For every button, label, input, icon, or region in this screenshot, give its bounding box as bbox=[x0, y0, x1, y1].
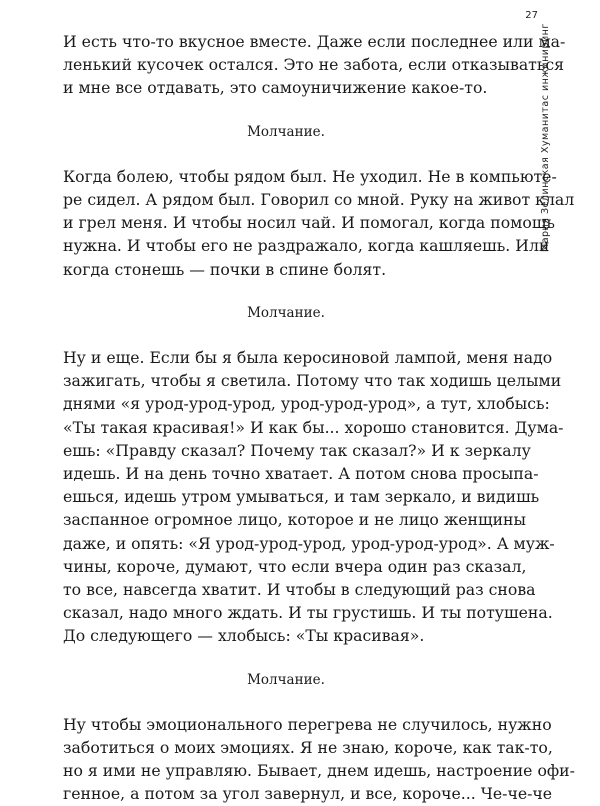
text-line: зажигать, чтобы я светила. Потому что так ходишь целыми bbox=[63, 371, 562, 391]
text-line: и грел меня. И чтобы носил чай. И помогал, когда помощь bbox=[63, 213, 555, 233]
text-line: И есть что-то вкусное вместе. Даже если последнее или ма- bbox=[63, 32, 566, 51]
paragraph bbox=[63, 713, 575, 806]
text-line: идешь. И на день точно хватает. А потом снова просыпа- bbox=[63, 464, 539, 484]
text-line: то все, навсегда хватит. И чтобы в следующий раз снова bbox=[63, 580, 536, 600]
separator-molchanie: Молчание. bbox=[247, 671, 325, 688]
separator-molchanie: Молчание. bbox=[247, 123, 325, 140]
text-line: ешь: «Правду сказал? Почему так сказал?» И к зеркалу bbox=[63, 440, 531, 460]
running-title: Мария Зелинская Хуманитас инжиниринг bbox=[540, 23, 551, 252]
text-line: когда стонешь — почки в спине болят. bbox=[63, 259, 387, 279]
separator-molchanie: Молчание. bbox=[247, 304, 325, 321]
paragraph bbox=[63, 30, 566, 100]
text-line: чины, короче, думают, что если вчера один раз сказал, bbox=[63, 556, 527, 576]
text-line: ре сидел. А рядом был. Говорил со мной. Руку на живот клал bbox=[63, 190, 575, 210]
paragraph bbox=[63, 346, 564, 648]
text-line: заспанное огромное лицо, которое и не лицо женщины bbox=[63, 510, 526, 530]
text-line: генное, а потом за угол завернул, и все, короче... Че-че-че bbox=[63, 784, 553, 804]
text-line: заботиться о моих эмоциях. Я не знаю, короче, как так-то, bbox=[63, 738, 553, 758]
text-line: ленький кусочек остался. Это не забота, если отказываться bbox=[63, 55, 565, 75]
text-line: Ну чтобы эмоционального перегрева не случилось, нужно bbox=[63, 714, 552, 734]
text-line: «Ты такая красивая!» И как бы... хорошо становится. Дума- bbox=[63, 417, 564, 437]
page-number: 27 bbox=[525, 10, 538, 21]
paragraph bbox=[63, 165, 575, 281]
text-line: днями «я урод-урод-урод, урод-урод-урод», а тут, хлобысь: bbox=[63, 394, 550, 414]
text-line: и мне все отдавать, это самоуничижение какое-то. bbox=[63, 78, 488, 98]
text-line: ешься, идешь утром умываться, и там зеркало, и видишь bbox=[63, 487, 540, 507]
text-line: Ну и еще. Если бы я была керосиновой лампой, меня надо bbox=[63, 348, 553, 368]
text-line: сказал, надо много ждать. И ты грустишь. И ты потушена. bbox=[63, 603, 553, 623]
text-line: До следующего — хлобысь: «Ты красивая». bbox=[63, 626, 425, 646]
text-line: нужна. И чтобы его не раздражало, когда кашляешь. Или bbox=[63, 236, 550, 256]
text-line: даже, и опять: «Я урод-урод-урод, урод-урод-урод». А муж- bbox=[63, 533, 555, 553]
text-line: но я ими не управляю. Бывает, днем идешь, настроение офи- bbox=[63, 761, 575, 781]
text-line: Когда болею, чтобы рядом был. Не уходил. Не в компьюте- bbox=[63, 166, 557, 186]
